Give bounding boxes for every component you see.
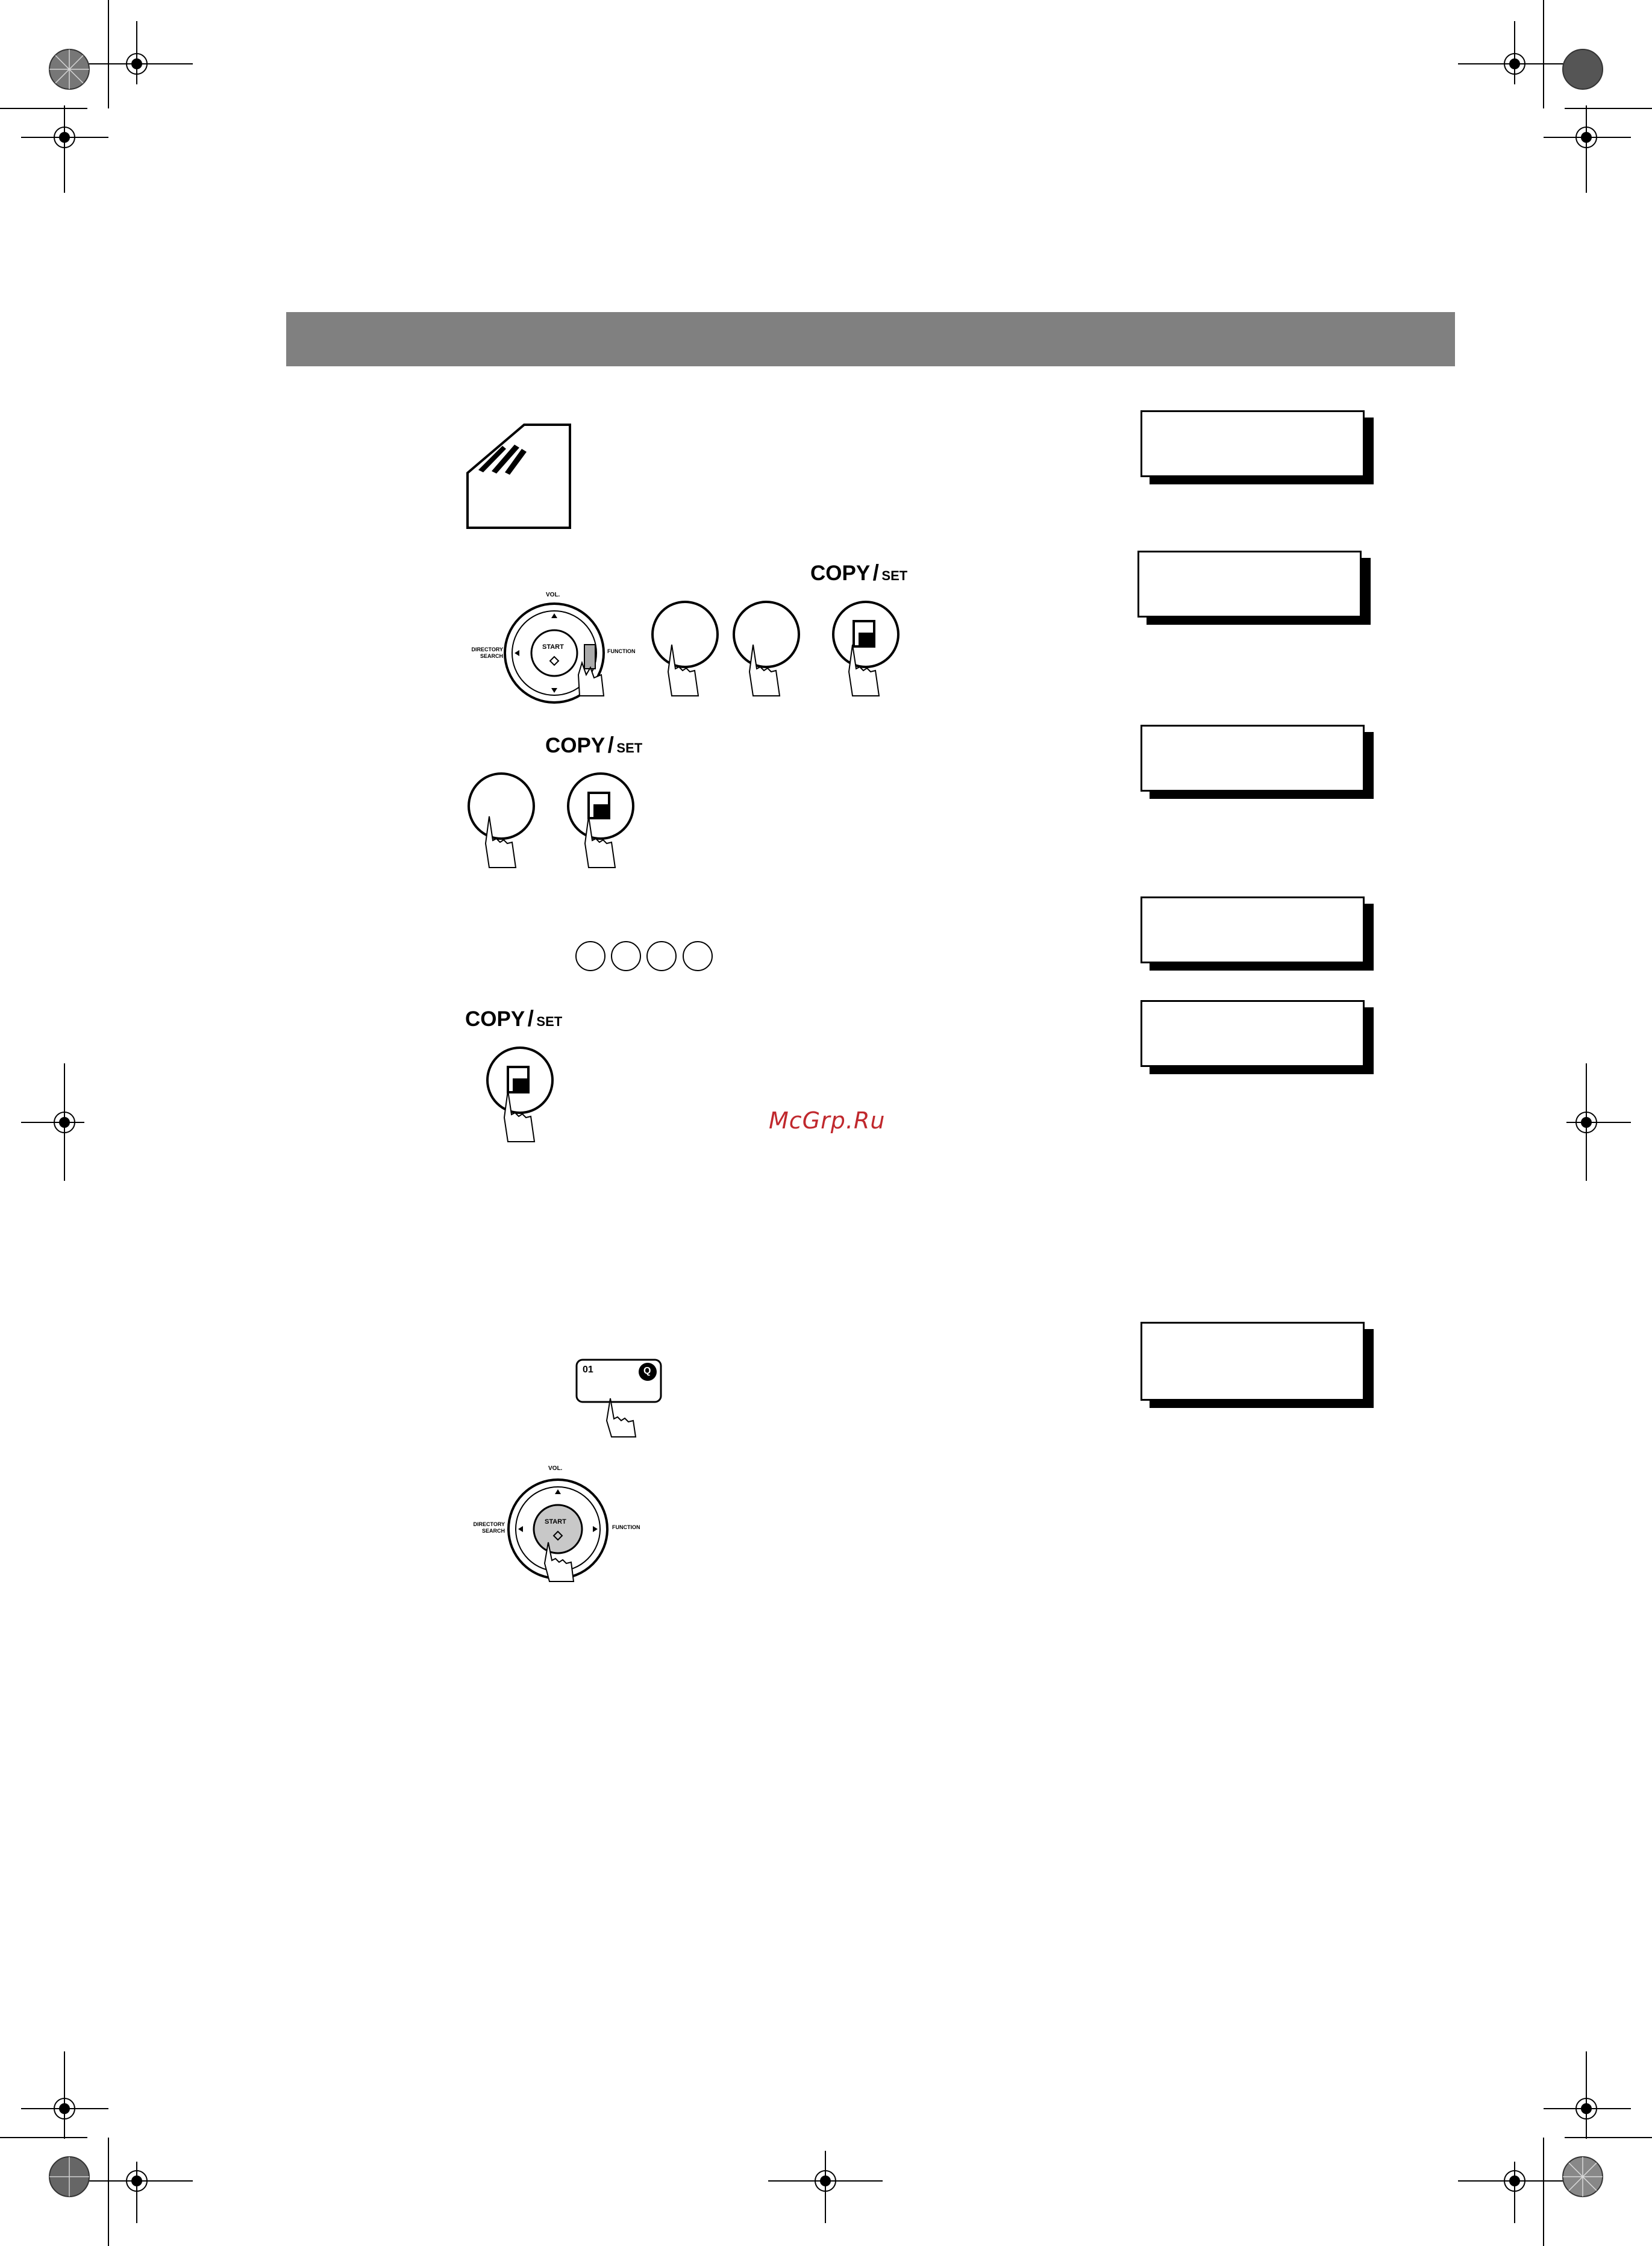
- key-badge: Q: [643, 1366, 651, 1376]
- dial-graphic: [464, 1464, 657, 1591]
- lcd-display: [1140, 896, 1365, 963]
- vol-label: VOL.: [546, 592, 560, 598]
- round-key-2[interactable]: [729, 599, 801, 702]
- function-label: FUNCTION: [612, 1524, 640, 1530]
- set-text: SET: [536, 1014, 563, 1029]
- function-label: FUNCTION: [607, 648, 636, 654]
- start-label: START: [542, 643, 564, 651]
- document-feed-icon: [466, 422, 575, 530]
- one-touch-key-01[interactable]: [575, 1359, 663, 1437]
- round-key-3[interactable]: [465, 771, 537, 874]
- copy-set-label: [465, 1006, 562, 1031]
- copy-text: COPY: [810, 562, 871, 585]
- vol-label: VOL.: [548, 1465, 563, 1472]
- key-number: 01: [583, 1365, 593, 1375]
- copy-set-button[interactable]: [565, 771, 637, 874]
- slash-text: /: [527, 1006, 534, 1031]
- lcd-display: [1140, 725, 1365, 792]
- directory-search-label: DIRECTORY SEARCH: [473, 1521, 505, 1534]
- copy-set-button[interactable]: [484, 1045, 556, 1148]
- slash-text: /: [872, 560, 879, 585]
- copy-set-label: [545, 733, 642, 758]
- directory-search-label: DIRECTORY SEARCH: [471, 646, 503, 659]
- set-text: SET: [881, 568, 908, 583]
- lcd-display: [1140, 1322, 1365, 1401]
- watermark: McGrp.Ru: [769, 1107, 886, 1134]
- dial-graphic: [464, 590, 657, 711]
- lcd-display: [1140, 1000, 1365, 1067]
- start-label: START: [545, 1518, 566, 1525]
- lcd-display: [1137, 551, 1362, 618]
- navigation-dial-start[interactable]: [464, 1464, 657, 1591]
- copy-text: COPY: [545, 734, 605, 757]
- round-key-1[interactable]: [648, 599, 720, 702]
- copy-set-button[interactable]: [828, 599, 901, 702]
- set-text: SET: [616, 740, 643, 755]
- slash-text: /: [607, 733, 614, 757]
- copy-text: COPY: [465, 1007, 525, 1031]
- section-header-bar: [286, 312, 1455, 366]
- digit-keys[interactable]: [572, 940, 717, 976]
- copy-set-label: [810, 560, 907, 586]
- lcd-display: [1140, 410, 1365, 477]
- navigation-dial[interactable]: [464, 590, 657, 711]
